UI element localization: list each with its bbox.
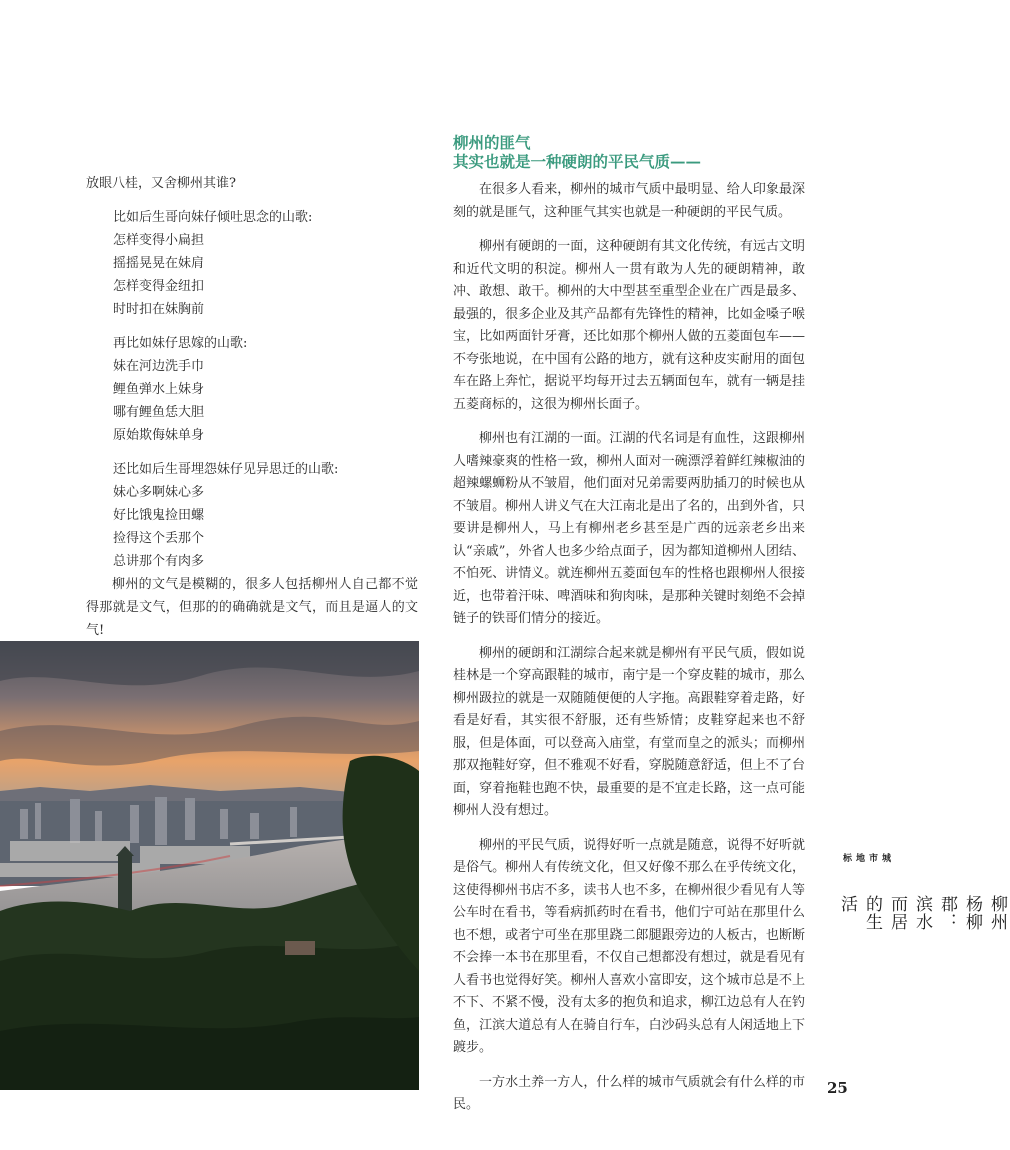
paragraph: 柳州的硬朗和江湖综合起来就是柳州有平民气质，假如说桂林是一个穿高跟鞋的城市，南宁是一个穿皮鞋的城市，那么柳州趿拉的就是一双随随便便的人字拖。高跟鞋穿着走路，好看是好看，其实很不舒服，还有些矫情；皮鞋穿起来也不舒服，但是体面，可以登高入庙堂，有堂而皇之的派头；而柳州那双拖鞋好穿，但不雅观不好看，穿脱随意舒适，但上不了台面，穿着拖鞋也跑不快，最重要的是不宜走长路，这一点可能柳州人没有想过。 bbox=[453, 645, 805, 818]
song-line: 摇摇晃晃在妹肩 bbox=[113, 256, 205, 271]
song-line: 哪有鲤鱼恁大胆 bbox=[113, 405, 205, 420]
section-heading bbox=[453, 133, 805, 171]
song-line: 妹在河边洗手巾 bbox=[113, 359, 205, 374]
city-river-photo bbox=[0, 641, 419, 1090]
folk-song-3 bbox=[113, 458, 418, 573]
closing-paragraph: 柳州的文气是模糊的，很多人包括柳州人自己都不觉得那就是文气，但那的的确确就是文气，而且是逼人的文气! bbox=[86, 577, 418, 638]
paragraph: 一方水土养一方人，什么样的城市气质就会有什么样的市民。 bbox=[453, 1074, 805, 1112]
folk-song-2 bbox=[113, 332, 418, 447]
heading-line-2: 其实也就是一种硬朗的平民气质—— bbox=[453, 152, 702, 171]
opening-line: 放眼八桂，又舍柳州其谁? bbox=[86, 176, 236, 191]
section-title: 柳州杨柳郡：滨水而居的生活 bbox=[837, 895, 1007, 931]
page-number: 25 bbox=[827, 1079, 848, 1097]
paragraph: 柳州的平民气质，说得好听一点就是随意，说得不好听就是俗气。柳州人有传统文化，但又好像不那么在乎传统文化，这使得柳州书店不多，读书人也不多，在柳州很少看见有人等公车时在看书，等看病抓药时在看书，他们宁可站在那里什么也不想，或者宁可坐在那里跷二郎腿跟旁边的人板古，也断断不会捧一本书在那里看，不仅自己想都没有想过，就是看见有人看书也觉得好笑。柳州人喜欢小富即安，这个城市总是不上不下、不紧不慢，没有太多的抱负和追求，柳江边总有人在钓鱼，江滨大道总有人在骑自行车，白沙码头总有人闲适地上下踱步。 bbox=[453, 837, 805, 1055]
song-line: 怎样变得金纽扣 bbox=[113, 279, 205, 294]
paragraph: 柳州也有江湖的一面。江湖的代名词是有血性，这跟柳州人嗜辣豪爽的性格一致，柳州人面对一碗漂浮着鲜红辣椒油的超辣螺蛳粉从不皱眉，他们面对兄弟需要两肋插刀的时候也从不皱眉。柳州人讲义气在大江南北是出了名的，出到外省，只要讲是柳州人，马上有柳州老乡甚至是广西的远亲老乡出来认“亲戚”，外省人也多少给点面子，因为都知道柳州人团结、不怕死、讲情义。就连柳州五菱面包车的性格也跟柳州人很接近，也带着汗味、啤酒味和狗肉味，是那种关键时刻绝不会掉链子的铁哥们情分的接近。 bbox=[453, 431, 805, 626]
heading-line-1: 柳州的匪气 bbox=[453, 133, 531, 152]
song-line: 总讲那个有肉多 bbox=[113, 554, 205, 569]
right-column bbox=[453, 133, 805, 1129]
song-line: 妹心多啊妹心多 bbox=[113, 485, 205, 500]
left-column bbox=[86, 172, 418, 642]
article-body bbox=[453, 179, 805, 1117]
song-line: 捡得这个丢那个 bbox=[113, 531, 205, 546]
song-line: 怎样变得小扁担 bbox=[113, 233, 205, 248]
paragraph: 柳州有硬朗的一面，这种硬朗有其文化传统，有远古文明和近代文明的积淀。柳州人一贯有敢为人先的硬朗精神，敢冲、敢想、敢干。柳州的大中型甚至重型企业在广西是最多、最强的，很多企业及其产品都有先锋性的精神，比如金嗓子喉宝，比如两面针牙膏，还比如那个柳州人做的五菱面包车——不夸张地说，在中国有公路的地方，就有这种皮实耐用的面包车在路上奔忙，据说平均每开过去五辆面包车，就有一辆是挂五菱商标的，这很为柳州长面子。 bbox=[453, 239, 805, 412]
folk-song-1 bbox=[113, 206, 418, 321]
paragraph: 在很多人看来，柳州的城市气质中最明显、给人印象最深刻的就是匪气，这种匪气其实也就是一种硬朗的平民气质。 bbox=[453, 182, 805, 220]
section-label: 城市地标 bbox=[841, 853, 890, 863]
song-intro: 再比如妹仔思嫁的山歌: bbox=[113, 336, 248, 351]
song-intro: 比如后生哥向妹仔倾吐思念的山歌: bbox=[113, 210, 313, 225]
song-intro: 还比如后生哥埋怨妹仔见异思迁的山歌: bbox=[113, 462, 339, 477]
song-line: 好比饿鬼捡田螺 bbox=[113, 508, 205, 523]
song-line: 时时扣在妹胸前 bbox=[113, 302, 205, 317]
song-line: 原始欺侮妹单身 bbox=[113, 428, 205, 443]
song-line: 鲤鱼弹水上妹身 bbox=[113, 382, 205, 397]
